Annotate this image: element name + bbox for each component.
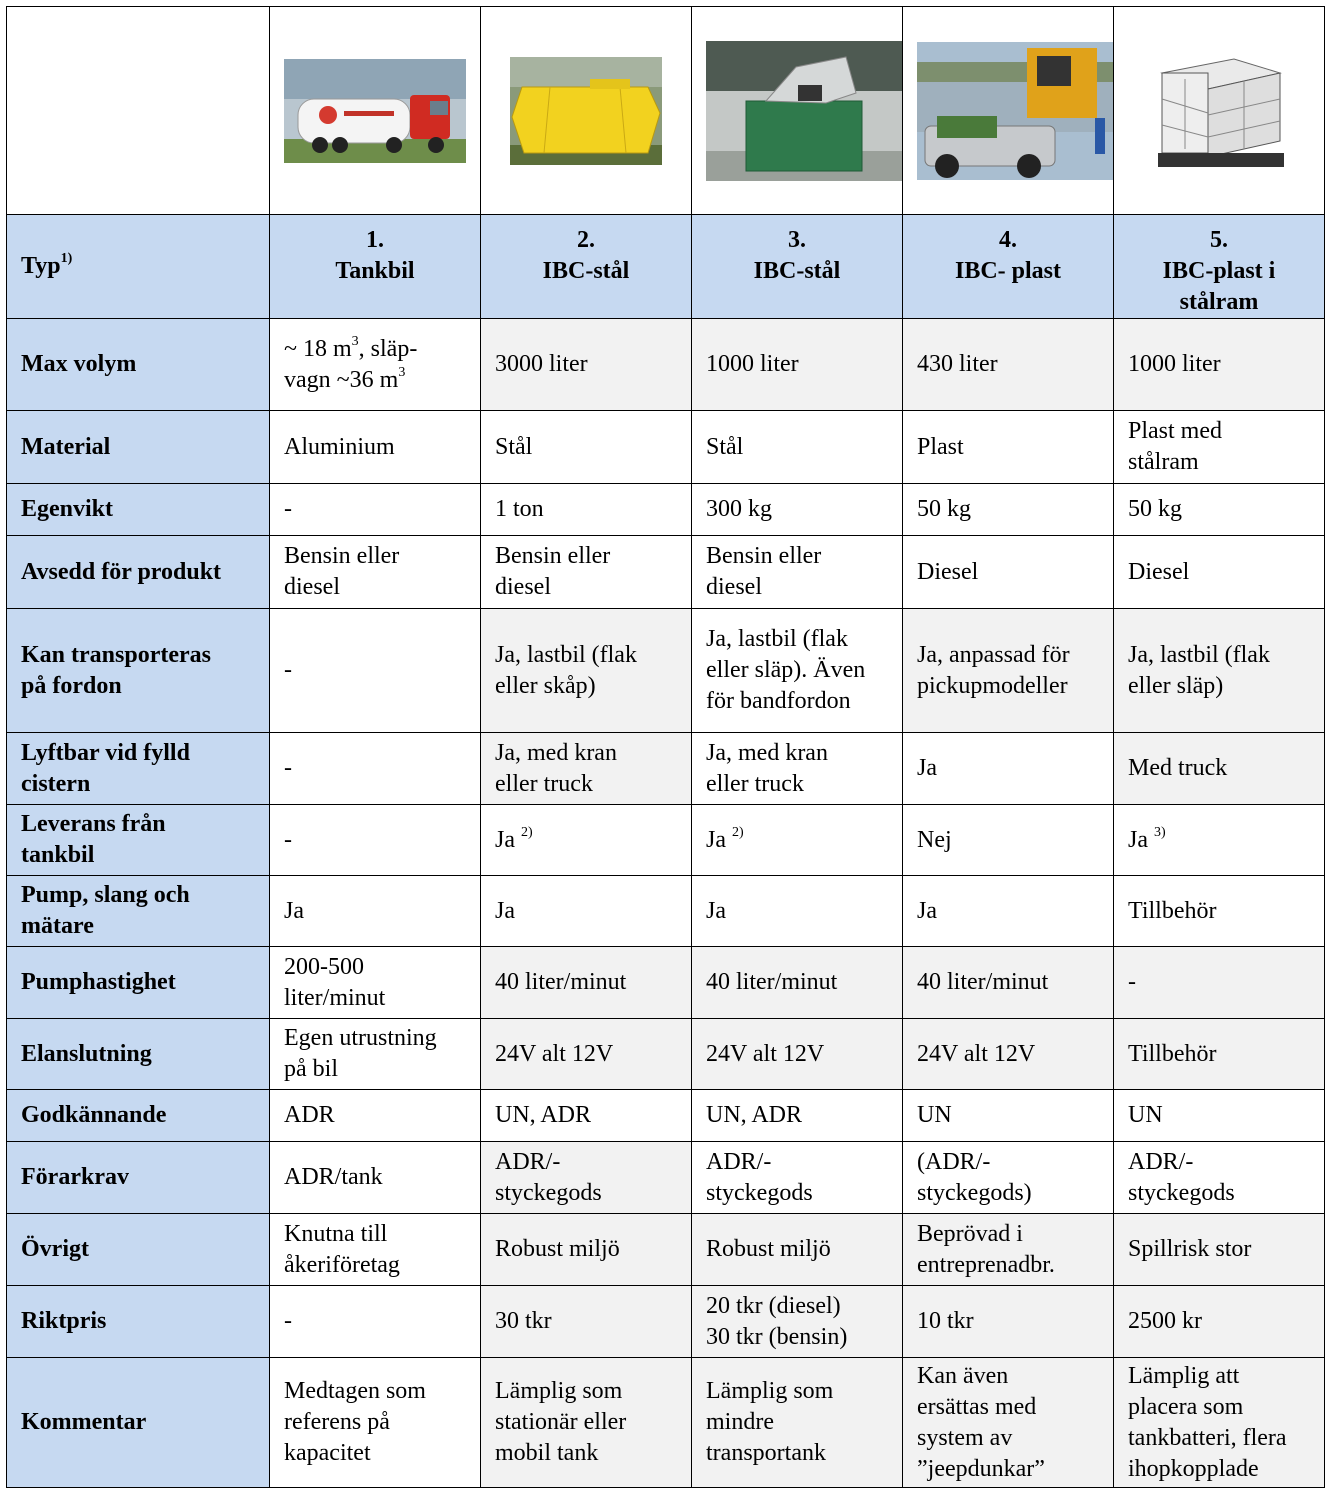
empty-corner-cell: [7, 7, 270, 215]
row-label: Material: [7, 411, 270, 484]
cell-text: Ja: [495, 826, 515, 853]
cell: -: [1114, 947, 1325, 1019]
cell: UN, ADR: [692, 1090, 903, 1142]
cell: Bensin eller diesel: [692, 536, 903, 609]
row-label: Pumphastighet: [7, 947, 270, 1019]
cell: 40 liter/minut: [481, 947, 692, 1019]
tanker-truck-photo: [284, 59, 466, 163]
cell: -: [270, 609, 481, 733]
comparison-table: [6, 6, 1325, 1488]
volume-text: vagn ~36 m: [284, 366, 399, 393]
row-label: Egenvikt: [7, 484, 270, 536]
cell: Stål: [692, 411, 903, 484]
cell: Lämplig som stationär eller mobil tank: [481, 1358, 692, 1488]
type-num: 3.: [788, 227, 806, 253]
cell-text: Nej: [917, 826, 952, 853]
cell: [1114, 805, 1325, 876]
cell: -: [270, 484, 481, 536]
cell: 24V alt 12V: [903, 1019, 1114, 1090]
cell: Bensin eller diesel: [270, 536, 481, 609]
cell: Ja, med kran eller truck: [692, 733, 903, 805]
pickup-plastic-tank-photo: [917, 42, 1113, 180]
row-forarkrav: [7, 1142, 1325, 1214]
cell: Ja: [692, 876, 903, 947]
cell: UN: [903, 1090, 1114, 1142]
cell: [481, 805, 692, 876]
cell: -: [270, 733, 481, 805]
row-kommentar: [7, 1358, 1325, 1488]
cell: ADR: [270, 1090, 481, 1142]
cell: 30 tkr: [481, 1286, 692, 1358]
row-pump: [7, 876, 1325, 947]
type-label-cell: [7, 215, 270, 319]
cell: Ja, lastbil (flak eller släp). Även för bandfordon: [692, 609, 903, 733]
image-row: [7, 7, 1325, 215]
cell: ADR/tank: [270, 1142, 481, 1214]
type-name: IBC-stål: [753, 258, 841, 284]
type-col-2: [481, 215, 692, 319]
cell: Ja: [903, 733, 1114, 805]
type-num: 2.: [577, 227, 595, 253]
cell: Ja, med kran eller truck: [481, 733, 692, 805]
row-leverans: [7, 805, 1325, 876]
cell: Aluminium: [270, 411, 481, 484]
type-name: IBC- plast: [954, 258, 1062, 284]
row-godkannande: [7, 1090, 1325, 1142]
image-cell-3: [692, 7, 903, 215]
cell: (ADR/- styckegods): [903, 1142, 1114, 1214]
cell: Plast med stålram: [1114, 411, 1325, 484]
type-label: Typ: [21, 253, 61, 279]
image-cell-5: [1114, 7, 1325, 215]
volume-text: , släp-: [358, 335, 418, 362]
row-lyftbar: [7, 733, 1325, 805]
row-label: Leverans från tankbil: [7, 805, 270, 876]
cell: 24V alt 12V: [481, 1019, 692, 1090]
cell: 2500 kr: [1114, 1286, 1325, 1358]
cell: Egen utrustning på bil: [270, 1019, 481, 1090]
cell: Kan även ersättas med system av ”jeepdunkar”: [903, 1358, 1114, 1488]
cell: UN: [1114, 1090, 1325, 1142]
type-num: 1.: [366, 227, 384, 253]
cell-text: -: [284, 826, 292, 853]
cell: Plast: [903, 411, 1114, 484]
type-num: 5.: [1210, 227, 1228, 253]
cell: 50 kg: [1114, 484, 1325, 536]
cell-text: Ja: [1128, 826, 1148, 853]
row-max-volym: [7, 319, 1325, 411]
row-transport: [7, 609, 1325, 733]
cell: 20 tkr (diesel) 30 tkr (bensin): [692, 1286, 903, 1358]
cell: Diesel: [1114, 536, 1325, 609]
cell: -: [270, 1286, 481, 1358]
cell: Lämplig som mindre transportank: [692, 1358, 903, 1488]
volume-text: ~ 18 m: [284, 335, 352, 362]
image-cell-4: [903, 7, 1114, 215]
cell: Ja: [903, 876, 1114, 947]
cell-volume-1: [270, 319, 481, 411]
footnote-marker: 3): [1154, 824, 1166, 840]
cell: 1000 liter: [692, 319, 903, 411]
cell: Tillbehör: [1114, 876, 1325, 947]
cell: Spillrisk stor: [1114, 1214, 1325, 1286]
superscript: 3: [398, 364, 406, 380]
cell: Ja, lastbil (flak eller skåp): [481, 609, 692, 733]
cell: 24V alt 12V: [692, 1019, 903, 1090]
type-name: IBC-stål: [542, 258, 630, 284]
row-riktpris: [7, 1286, 1325, 1358]
cell: Robust miljö: [692, 1214, 903, 1286]
type-header-row: [7, 215, 1325, 319]
green-steel-ibc-photo: [706, 41, 902, 181]
type-name: IBC-plast i stålram: [1162, 258, 1276, 315]
row-label: Elanslutning: [7, 1019, 270, 1090]
cell: [270, 805, 481, 876]
cell-text: Ja: [706, 826, 726, 853]
row-label: Förarkrav: [7, 1142, 270, 1214]
type-col-4: [903, 215, 1114, 319]
row-material: [7, 411, 1325, 484]
cell: Ja, anpassad för pickupmodeller: [903, 609, 1114, 733]
footnote-marker: 2): [732, 824, 744, 840]
cell: 300 kg: [692, 484, 903, 536]
superscript: 3: [351, 333, 359, 349]
row-elanslutning: [7, 1019, 1325, 1090]
cell: UN, ADR: [481, 1090, 692, 1142]
cell: 1000 liter: [1114, 319, 1325, 411]
cell: 430 liter: [903, 319, 1114, 411]
row-label: Lyftbar vid fylld cistern: [7, 733, 270, 805]
cell: 3000 liter: [481, 319, 692, 411]
row-label: Avsedd för produkt: [7, 536, 270, 609]
cell: Robust miljö: [481, 1214, 692, 1286]
cell: Ja: [270, 876, 481, 947]
cell: 50 kg: [903, 484, 1114, 536]
row-label: Godkännande: [7, 1090, 270, 1142]
cell: 200-500 liter/minut: [270, 947, 481, 1019]
type-num: 4.: [999, 227, 1017, 253]
footnote-marker: 2): [521, 824, 533, 840]
cell: Diesel: [903, 536, 1114, 609]
cell: ADR/- styckegods: [1114, 1142, 1325, 1214]
cell: ADR/- styckegods: [481, 1142, 692, 1214]
type-col-3: [692, 215, 903, 319]
cell: 1 ton: [481, 484, 692, 536]
cell: Med truck: [1114, 733, 1325, 805]
cell: Stål: [481, 411, 692, 484]
image-cell-1: [270, 7, 481, 215]
cell: Knutna till åkeriföretag: [270, 1214, 481, 1286]
type-col-1: [270, 215, 481, 319]
cell: Ja, lastbil (flak eller släp): [1114, 609, 1325, 733]
type-name: Tankbil: [335, 258, 415, 284]
row-label: Riktpris: [7, 1286, 270, 1358]
cell: Bensin eller diesel: [481, 536, 692, 609]
row-ovrigt: [7, 1214, 1325, 1286]
cell: 10 tkr: [903, 1286, 1114, 1358]
row-label: Kan transporteras på fordon: [7, 609, 270, 733]
plastic-ibc-steel-frame-photo: [1148, 49, 1290, 173]
cell: Medtagen som referens på kapacitet: [270, 1358, 481, 1488]
row-avsedd: [7, 536, 1325, 609]
row-egenvikt: [7, 484, 1325, 536]
row-label: Max volym: [7, 319, 270, 411]
cell: 40 liter/minut: [903, 947, 1114, 1019]
cell: Tillbehör: [1114, 1019, 1325, 1090]
cell: 40 liter/minut: [692, 947, 903, 1019]
image-cell-2: [481, 7, 692, 215]
cell: Beprövad i entreprenadbr.: [903, 1214, 1114, 1286]
type-col-5: [1114, 215, 1325, 319]
cell: Lämplig att placera som tankbatteri, flera ihopkopplade: [1114, 1358, 1325, 1488]
row-label: Kommentar: [7, 1358, 270, 1488]
yellow-steel-ibc-photo: [510, 57, 662, 165]
cell: Ja: [481, 876, 692, 947]
type-label-footnote: 1): [60, 251, 73, 266]
row-label: Pump, slang och mätare: [7, 876, 270, 947]
cell: [903, 805, 1114, 876]
cell: ADR/- styckegods: [692, 1142, 903, 1214]
row-label: Övrigt: [7, 1214, 270, 1286]
row-pumphastighet: [7, 947, 1325, 1019]
cell: [692, 805, 903, 876]
